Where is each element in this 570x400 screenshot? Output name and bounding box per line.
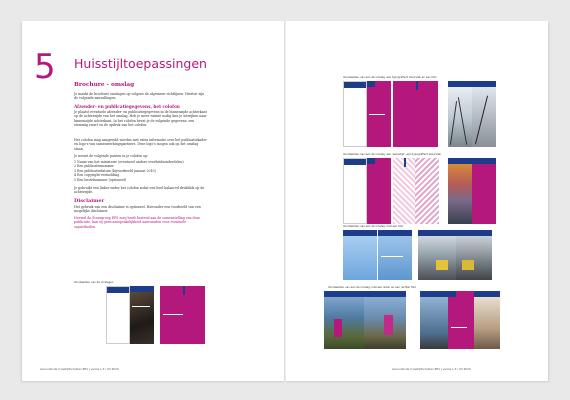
cover-thumbnail	[106, 286, 130, 344]
colofon-list	[74, 160, 208, 182]
cover-thumbnail	[367, 158, 391, 224]
cover-photo	[343, 236, 377, 280]
cover-thumbnail	[474, 291, 500, 349]
cover-header-band	[367, 158, 375, 164]
chapter-title: Huisstijltoepassingen	[74, 56, 207, 71]
right-caption-2: Voorbeelden van een 4e omslag, een 'wensdijk', een typografisch kleurvlak	[343, 153, 442, 156]
cover-header-band	[448, 291, 456, 297]
cover-thumbnail	[472, 158, 496, 224]
cover-photo	[420, 297, 448, 349]
left-footer: Aanvullende huisstijlformaten EPS | versie 1.3 / 03.2010	[40, 367, 119, 371]
logo-bar	[404, 158, 406, 167]
cover-title-line	[369, 114, 385, 115]
disclaimer-paragraph: Het gebruik van een disclaimer is optioneel. Hieronder een voorbeeld van een mogelijke disclaimer.	[74, 205, 201, 214]
cover-thumbnail	[418, 230, 456, 280]
cover-photo	[324, 297, 364, 349]
cover-thumbnail-pattern	[415, 158, 439, 224]
cover-photo	[378, 236, 412, 280]
cover-photo-figure	[334, 319, 342, 337]
list-item: 3 Een publicatiedatum (bijvoorbeeld januari 2010)	[74, 168, 156, 173]
cover-photo-figure	[384, 315, 393, 335]
cover-thumbnail	[343, 230, 377, 280]
list-item: 1 Naam van het ministerie (eventueel andere overheidsonderdelen)	[74, 160, 184, 164]
cover-thumbnail	[160, 286, 205, 344]
logo-bar	[416, 81, 418, 90]
logo-bar	[183, 286, 185, 295]
cover-header-band	[367, 81, 375, 87]
cover-thumbnail	[393, 81, 438, 147]
cover-header-band	[344, 82, 366, 88]
right-caption-3: Voorbeelden van een 4e omslag, met een foto	[343, 225, 404, 228]
section-subhead: Brochure - omslag	[74, 82, 135, 88]
cover-header-band	[107, 287, 129, 293]
cover-thumbnail	[324, 291, 364, 349]
list-item: 5 Een bestelnummer (optioneel)	[74, 177, 127, 182]
cover-thumbnail	[130, 286, 154, 344]
cover-header-band	[472, 158, 496, 164]
cover-thumbnail	[448, 81, 472, 147]
after-list-paragraph: Je gebruikt een linker onder het colofon zodat een heel balanced drukblok op de achterzijde.	[74, 186, 205, 195]
right-caption-1: Voorbeelden van een 4e omslag, een typografisch kleurvlak en een foto	[343, 76, 437, 79]
disclaimer-example: Hoewel de Stuurgroep EPS zorg heeft besteed aan de samenstelling van deze publicatie, kan zij geen aansprakelijkheid aanvaarden voor eventuele onjuistheden.	[74, 216, 201, 229]
cover-thumbnail-pattern	[393, 158, 415, 224]
cover-photo-detail	[436, 260, 448, 270]
cover-photo-detail	[462, 260, 474, 270]
cover-title-line	[132, 306, 150, 307]
cover-photo	[448, 164, 472, 224]
chapter-number: 5	[34, 47, 56, 87]
cover-thumbnail	[448, 158, 472, 224]
afzender-paragraph: Je plaatst eventuele afzender- en publicatiegegevens in de binnenzijde achterkant op de achterzijde van het omslag. Heb je meer ruimte nodig kun je uitwijken naar binnenzijde achterkant. In het colofon bevat je de volgende gegevens: een stemmig zwart en de opdruk van het colofon.	[74, 110, 207, 128]
gutter	[284, 21, 286, 381]
cover-photo	[418, 236, 456, 280]
cover-title-line	[163, 314, 183, 315]
cover-thumbnail	[456, 230, 492, 280]
cover-header-band	[344, 159, 366, 165]
cover-title-line	[451, 327, 467, 328]
right-caption-4: Voorbeelden van een 4e omslag, met een linker en een rechter foto	[328, 286, 417, 289]
left-caption: Voorbeelden van 4e omslagen	[74, 281, 114, 284]
cover-photo	[474, 297, 500, 349]
afzender-heading: Afzender- en publicatiegegevens, het colofon	[74, 104, 180, 109]
cover-thumbnail	[367, 81, 391, 147]
cover-thumbnail	[364, 291, 406, 349]
cover-thumbnail	[378, 230, 412, 280]
cover-thumbnail	[420, 291, 448, 349]
cover-photo	[130, 292, 154, 344]
cover-thumbnail	[343, 81, 367, 147]
cover-title-line	[381, 256, 403, 257]
right-footer: Aanvullende huisstijlformaten EPS | versie 1.3 / 03.2010	[392, 367, 471, 371]
cover-thumbnail	[472, 81, 496, 147]
colofon-paragraph: Het colofon mag aangevuld worden met extra informatie over het publicatiekader en logo's van samenwerkingspartners. Deze logo's mogen ook op het omslag staan.	[74, 138, 207, 151]
intro-paragraph: Je maakt de brochure omslagen op volgens de algemene richtlijnen. Hiertoe zijn de volgende aanvullingen.	[74, 92, 205, 101]
cover-thumbnail	[448, 291, 474, 349]
list-item: 4 Een copyright-vermelding	[74, 173, 120, 178]
list-item: 2 Een publicatienummer	[74, 164, 114, 169]
cover-thumbnail	[343, 158, 367, 224]
cover-photo	[456, 236, 492, 280]
list-intro: Je neemt de volgende punten in je colofon op:	[74, 154, 149, 158]
disclaimer-heading: Disclaimer	[74, 198, 105, 204]
